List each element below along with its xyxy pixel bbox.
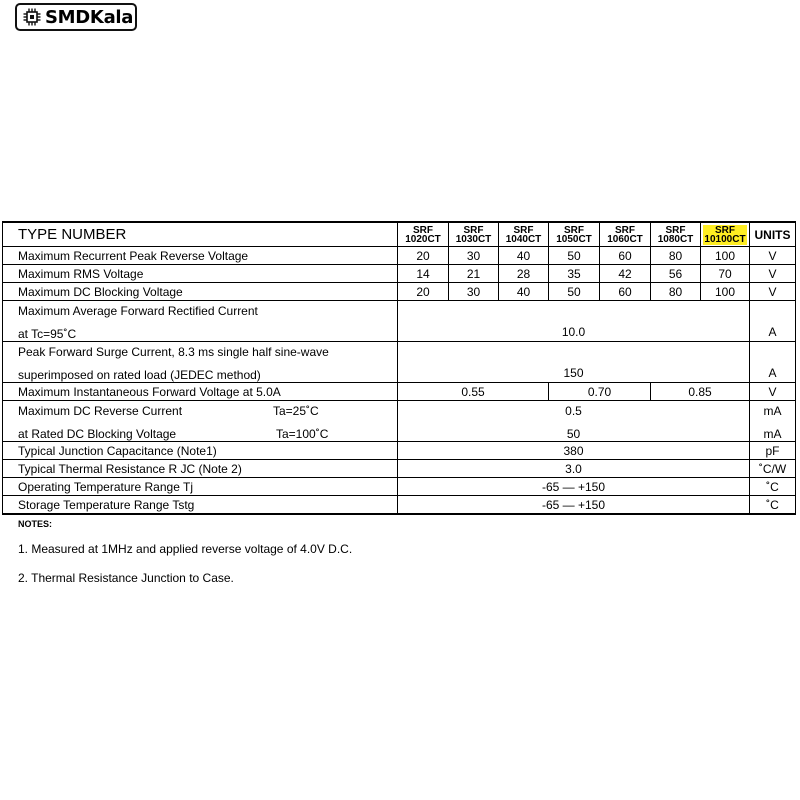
cell-unit: A <box>750 342 796 383</box>
row-ir <box>3 401 796 442</box>
row-rth <box>3 460 796 478</box>
cell-value: 0.55 <box>398 383 549 401</box>
row-tstg <box>3 496 796 515</box>
type-number-header: TYPE NUMBER <box>3 222 398 247</box>
chip-icon <box>23 8 41 26</box>
cell-value: 0.70 <box>549 383 651 401</box>
condition-label: Ta=25˚C <box>273 404 319 418</box>
cell-value: -65 — +150 <box>398 496 750 515</box>
row-label: Maximum Recurrent Peak Reverse Voltage <box>3 247 398 265</box>
spec-table <box>2 221 796 515</box>
note-item: 1. Measured at 1MHz and applied reverse voltage of 4.0V D.C. <box>18 542 353 556</box>
model-header <box>651 222 701 247</box>
cell-value: 100 <box>701 247 750 265</box>
cell-value: 60 <box>600 247 651 265</box>
cell-value: 0.85 <box>651 383 750 401</box>
row-vrms <box>3 265 796 283</box>
model-header-highlighted <box>701 222 750 247</box>
brand-name: SMDKala <box>45 6 134 28</box>
row-label: Peak Forward Surge Current, 8.3 ms single half sine-wave superimposed on rated load (JEDEC method) <box>3 342 398 383</box>
cell-value: 14 <box>398 265 449 283</box>
row-cj <box>3 442 796 460</box>
row-label: Maximum DC Reverse Current Ta=25˚C at Rated DC Blocking Voltage Ta=100˚C <box>3 401 398 442</box>
cell-unit: ˚C <box>750 496 796 515</box>
cell-value: 60 <box>600 283 651 301</box>
row-label: Typical Thermal Resistance R JC (Note 2) <box>3 460 398 478</box>
model-label: SRF 1030CT <box>455 224 492 245</box>
cell-unit: ˚C <box>750 478 796 496</box>
cell-value: 10.0 <box>398 301 750 342</box>
cell-value: 56 <box>651 265 701 283</box>
cell-value: 50 <box>549 247 600 265</box>
row-ifsm <box>3 342 796 383</box>
row-label: Maximum DC Blocking Voltage <box>3 283 398 301</box>
cell-unit: pF <box>750 442 796 460</box>
cell-value: 30 <box>449 247 499 265</box>
cell-value: 40 <box>499 283 549 301</box>
cell-value: 70 <box>701 265 750 283</box>
cell-value: 40 <box>499 247 549 265</box>
row-label: Operating Temperature Range Tj <box>3 478 398 496</box>
cell-value: 28 <box>499 265 549 283</box>
model-label: SRF 1060CT <box>607 224 643 245</box>
row-tj <box>3 478 796 496</box>
cell-value: 80 <box>651 247 701 265</box>
cell-unit: A <box>750 301 796 342</box>
cell-value: 150 <box>398 342 750 383</box>
model-header <box>499 222 549 247</box>
cell-value: 3.0 <box>398 460 750 478</box>
brand-logo <box>15 3 137 31</box>
cell-unit: V <box>750 283 796 301</box>
units-header: UNITS <box>750 222 796 247</box>
cell-value: 50 <box>549 283 600 301</box>
cell-unit: mA mA <box>750 401 796 442</box>
cell-value: 80 <box>651 283 701 301</box>
notes-title: NOTES: <box>18 519 53 529</box>
row-label: Maximum Instantaneous Forward Voltage at 5.0A <box>3 383 398 401</box>
cell-value: 380 <box>398 442 750 460</box>
model-label: SRF 1050CT <box>556 224 592 245</box>
cell-value: 0.5 50 <box>398 401 750 442</box>
cell-unit: V <box>750 265 796 283</box>
model-label: SRF 1020CT <box>405 224 441 245</box>
model-header <box>449 222 499 247</box>
cell-value: 42 <box>600 265 651 283</box>
model-header <box>549 222 600 247</box>
model-label: SRF 1040CT <box>505 224 542 245</box>
cell-value: 20 <box>398 283 449 301</box>
model-header <box>398 222 449 247</box>
cell-value: 21 <box>449 265 499 283</box>
condition-label: Ta=100˚C <box>276 427 329 441</box>
row-label: Typical Junction Capacitance (Note1) <box>3 442 398 460</box>
model-header <box>600 222 651 247</box>
model-label: SRF 1080CT <box>657 224 694 245</box>
row-vdc <box>3 283 796 301</box>
row-label: Storage Temperature Range Tstg <box>3 496 398 515</box>
cell-value: -65 — +150 <box>398 478 750 496</box>
row-label: Maximum RMS Voltage <box>3 265 398 283</box>
row-vf <box>3 383 796 401</box>
cell-value: 20 <box>398 247 449 265</box>
cell-unit: V <box>750 247 796 265</box>
model-label-highlighted: SRF 10100CT <box>704 224 746 245</box>
cell-unit: ˚C/W <box>750 460 796 478</box>
row-label: Maximum Average Forward Rectified Current at Tc=95˚C <box>3 301 398 342</box>
row-vrrm <box>3 247 796 265</box>
cell-value: 30 <box>449 283 499 301</box>
cell-unit: V <box>750 383 796 401</box>
cell-value: 100 <box>701 283 750 301</box>
header-row <box>3 222 796 247</box>
note-item: 2. Thermal Resistance Junction to Case. <box>18 571 234 585</box>
cell-value: 35 <box>549 265 600 283</box>
row-io <box>3 301 796 342</box>
